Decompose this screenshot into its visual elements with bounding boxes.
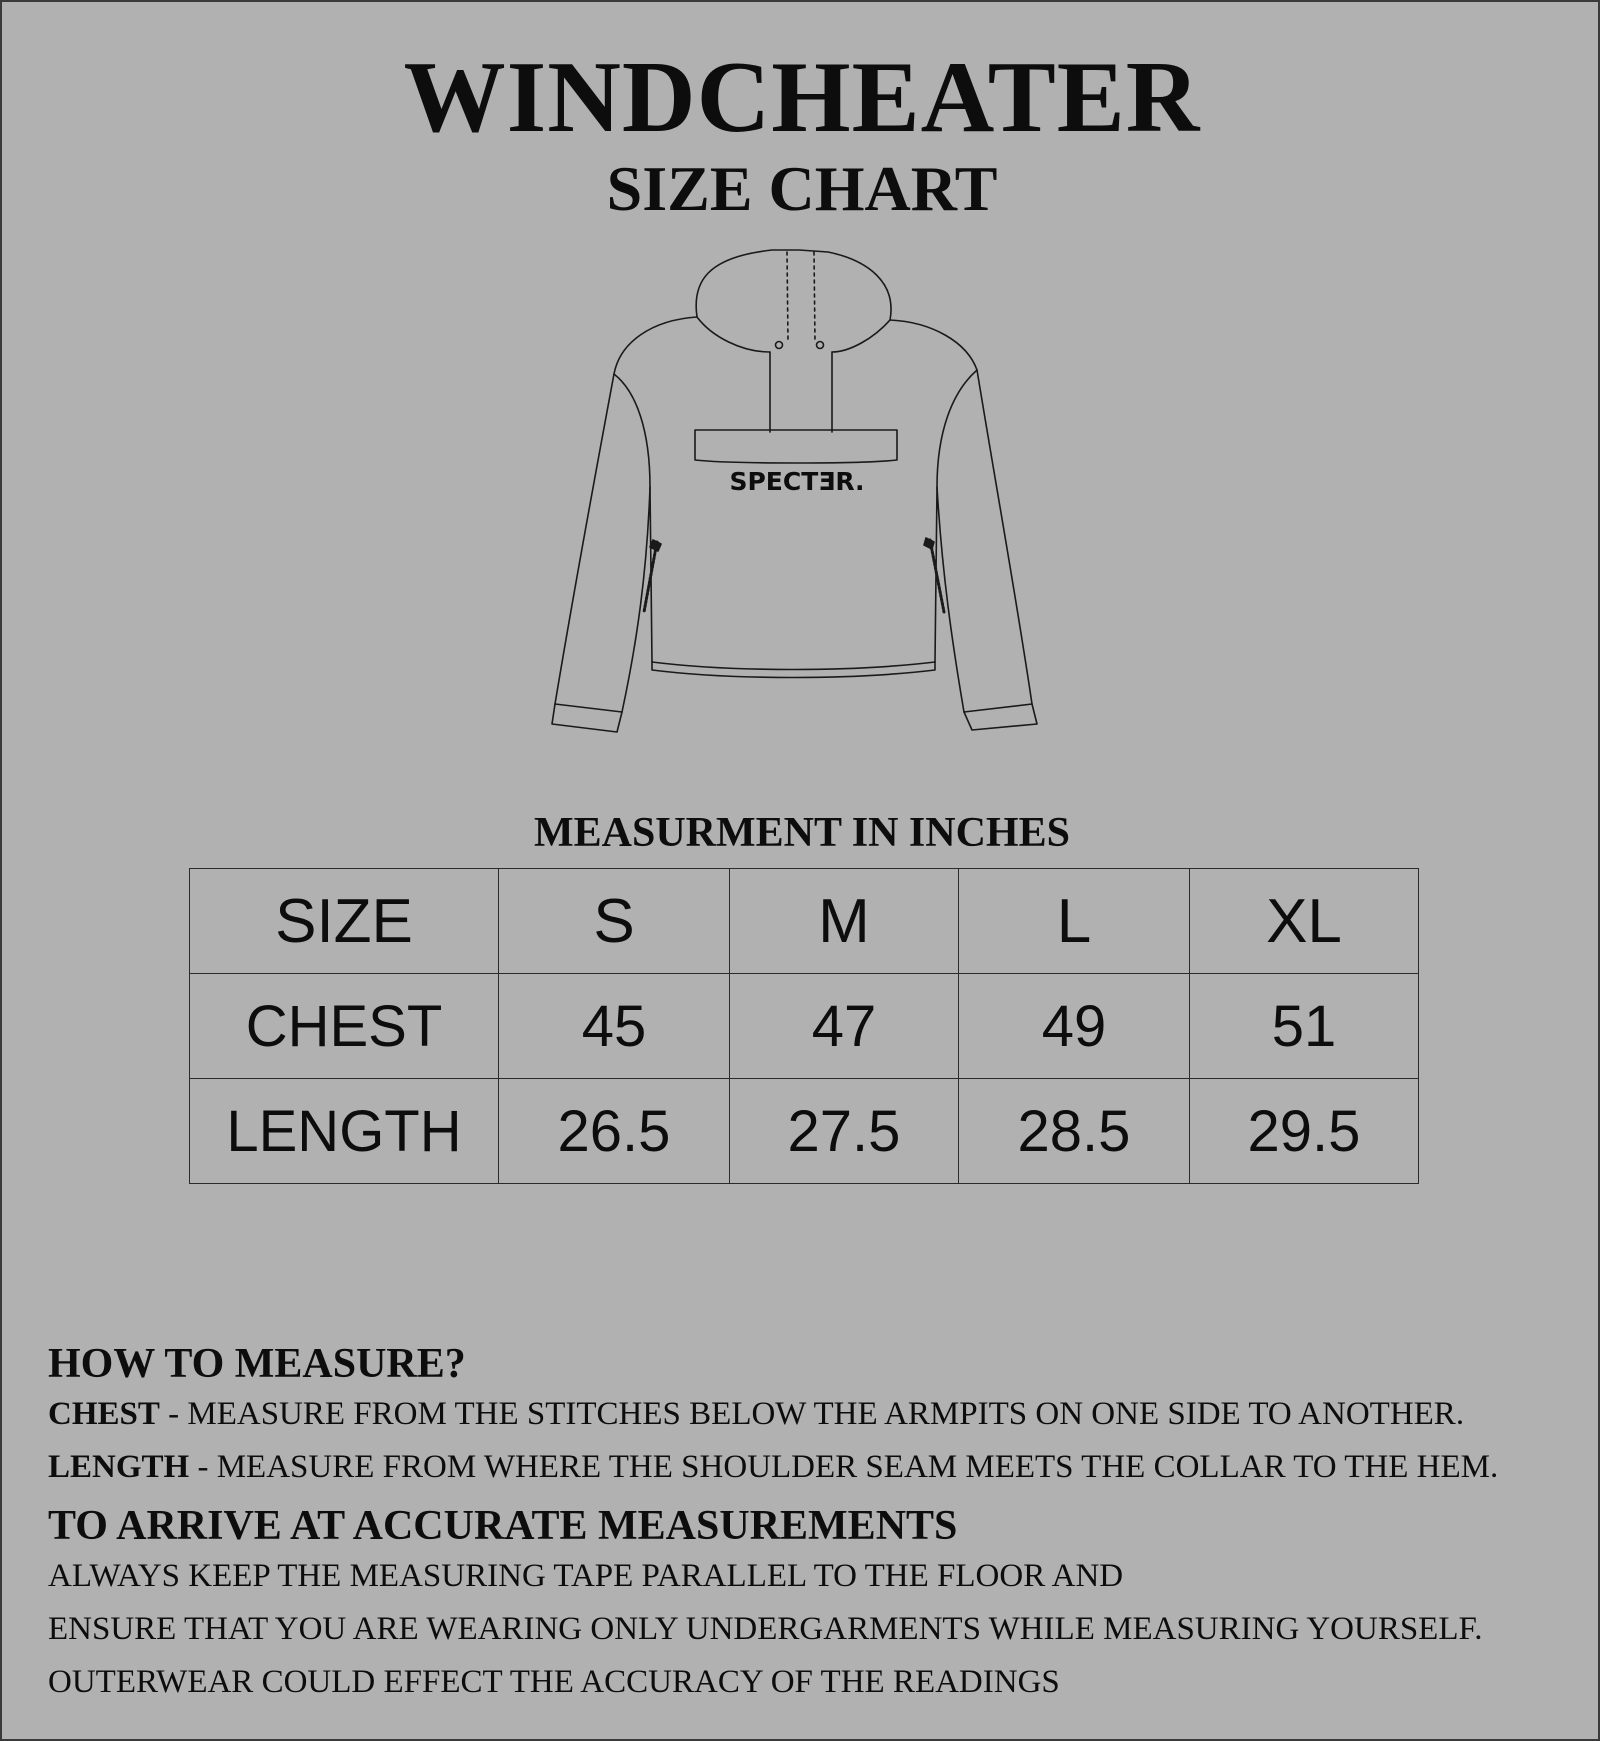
chest-instruction [48, 1388, 1568, 1441]
table-cell: 51 [1190, 974, 1419, 1079]
instruction-term: CHEST [48, 1396, 160, 1433]
hooded-windcheater-jacket-icon [532, 242, 1072, 782]
table-cell: 27.5 [730, 1079, 959, 1184]
instruction-text: - MEASURE FROM WHERE THE SHOULDER SEAM MEETS THE COLLAR TO THE HEM. [189, 1449, 1499, 1486]
table-header-cell: M [730, 869, 959, 974]
measurement-unit-note: MEASURMENT IN INCHES [534, 810, 1070, 856]
table-row [190, 974, 1419, 1079]
row-label: LENGTH [190, 1079, 499, 1184]
table-header-cell: XL [1190, 869, 1419, 974]
table-cell: 29.5 [1190, 1079, 1419, 1184]
table-cell: 49 [959, 974, 1190, 1079]
instruction-term: LENGTH [48, 1449, 190, 1486]
table-header-cell: SIZE [190, 869, 499, 974]
accuracy-line: OUTERWEAR COULD EFFECT THE ACCURACY OF THE READINGS [48, 1663, 1060, 1700]
table-cell: 47 [730, 974, 959, 1079]
instruction-text: - MEASURE FROM THE STITCHES BELOW THE ARMPITS ON ONE SIDE TO ANOTHER. [159, 1396, 1465, 1433]
table-header-row [190, 869, 1419, 974]
size-table [189, 868, 1419, 1184]
accuracy-line: ALWAYS KEEP THE MEASURING TAPE PARALLEL TO THE FLOOR AND [48, 1558, 1124, 1595]
table-header-cell: L [959, 869, 1190, 974]
length-instruction [48, 1441, 1568, 1494]
brand-label: SPECTƎR. [729, 467, 865, 496]
how-to-measure-heading: HOW TO MEASURE? [48, 1341, 466, 1387]
table-header-cell: S [499, 869, 730, 974]
accuracy-heading: TO ARRIVE AT ACCURATE MEASUREMENTS [48, 1502, 958, 1549]
row-label: CHEST [190, 974, 499, 1079]
page-subtitle: SIZE CHART [606, 153, 998, 224]
table-cell: 26.5 [499, 1079, 730, 1184]
page-title: WINDCHEATER [403, 41, 1201, 154]
table-row [190, 1079, 1419, 1184]
accuracy-line: ENSURE THAT YOU ARE WEARING ONLY UNDERGARMENTS WHILE MEASURING YOURSELF. [48, 1610, 1483, 1647]
table-cell: 28.5 [959, 1079, 1190, 1184]
how-to-measure-section [48, 1340, 1568, 1709]
table-cell: 45 [499, 974, 730, 1079]
